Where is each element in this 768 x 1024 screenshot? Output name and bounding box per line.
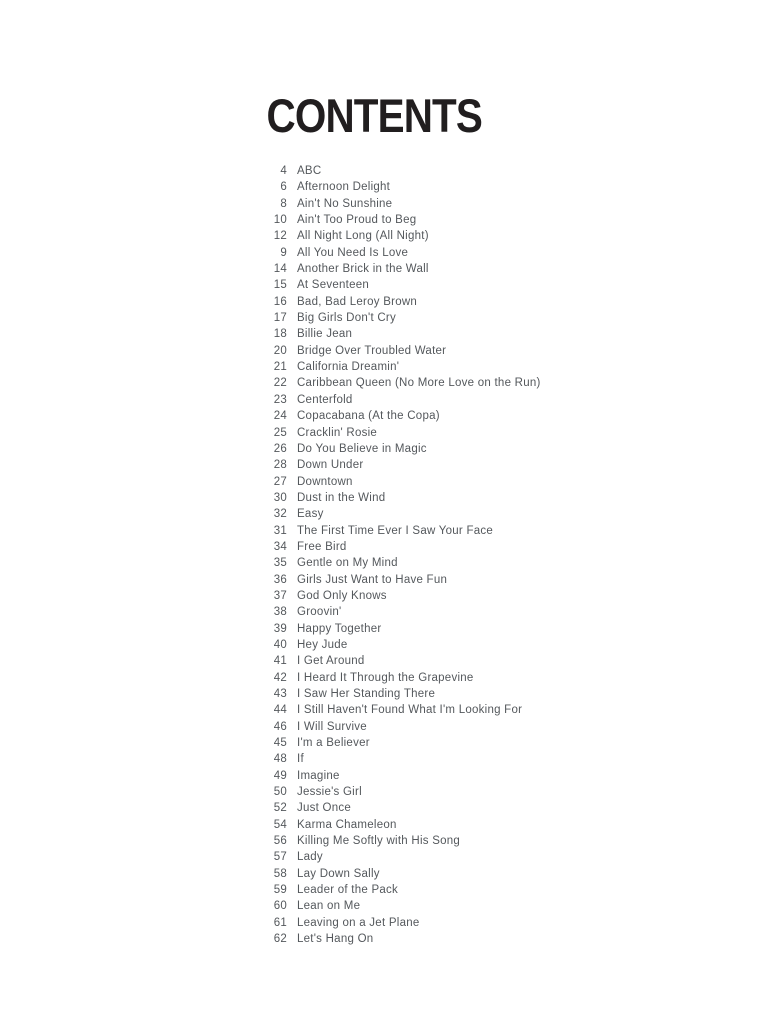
toc-page-number: 21 [273, 361, 287, 374]
toc-song-title: ABC [297, 165, 322, 177]
toc-page-number: 36 [273, 573, 287, 586]
toc-song-title: Gentle on My Mind [297, 557, 398, 570]
toc-page-number: 60 [273, 900, 287, 913]
toc-song-title: Big Girls Don't Cry [297, 312, 396, 325]
toc-song-title: All Night Long (All Night) [297, 230, 429, 243]
toc-page-number: 6 [280, 181, 287, 194]
toc-entry [259, 898, 541, 914]
toc-page-number: 49 [273, 769, 287, 782]
toc-page-number: 57 [273, 851, 287, 864]
toc-song-title: I Heard It Through the Grapevine [297, 671, 474, 684]
toc-entry [259, 457, 541, 473]
toc-song-title: At Seventeen [297, 279, 370, 292]
toc-entry [259, 539, 541, 555]
toc-page-number: 56 [273, 835, 287, 848]
toc-song-title: Hey Jude [297, 638, 348, 651]
toc-entry [259, 212, 541, 228]
toc-song-title: Just Once [297, 802, 352, 815]
toc-song-title: Jessie's Girl [297, 786, 362, 799]
toc-page-number: 58 [273, 867, 287, 880]
toc-song-title: Leader of the Pack [297, 884, 399, 897]
toc-entry [259, 621, 541, 637]
toc-entry [259, 817, 541, 833]
toc-song-title: Lay Down Sally [297, 867, 380, 880]
toc-page-number: 34 [273, 540, 287, 553]
toc-page-number: 15 [273, 279, 287, 292]
toc-song-title: Billie Jean [297, 328, 353, 341]
toc-song-title: Killing Me Softly with His Song [297, 835, 461, 848]
toc-page-number: 54 [273, 818, 287, 831]
toc-entry [259, 261, 541, 277]
toc-page-number: 35 [273, 557, 287, 570]
toc-page-number: 32 [273, 508, 287, 521]
toc-page-number: 4 [280, 165, 287, 177]
toc-song-title: Copacabana (At the Copa) [297, 410, 440, 423]
toc-song-title: If [297, 753, 304, 766]
toc-song-title: I'm a Believer [297, 737, 370, 750]
toc-entry [259, 751, 541, 767]
toc-entry [259, 441, 541, 457]
toc-song-title: All You Need Is Love [297, 246, 409, 259]
toc-page-number: 30 [273, 491, 287, 504]
toc-song-title: Centerfold [297, 393, 353, 406]
toc-page-number: 39 [273, 622, 287, 635]
toc-song-title: Free Bird [297, 540, 347, 553]
toc-entry [259, 931, 541, 947]
toc-song-title: I Still Haven't Found What I'm Looking For [297, 704, 523, 717]
toc-page-number: 22 [273, 377, 287, 390]
toc-page-number: 20 [273, 344, 287, 357]
toc-entry [259, 196, 541, 212]
toc-page-number: 23 [273, 393, 287, 406]
toc-entry [259, 686, 541, 702]
toc-page-number: 9 [280, 246, 287, 259]
toc-song-title: God Only Knows [297, 589, 387, 602]
toc-page-number: 18 [273, 328, 287, 341]
toc-page-number: 38 [273, 606, 287, 619]
toc-page-number: 31 [273, 524, 287, 537]
toc-entry [259, 800, 541, 816]
toc-entry [259, 523, 541, 539]
toc-entry [259, 294, 541, 310]
table-of-contents [259, 163, 541, 948]
toc-entry [259, 670, 541, 686]
toc-song-title: Ain't Too Proud to Beg [297, 214, 417, 227]
toc-song-title: The First Time Ever I Saw Your Face [297, 524, 494, 537]
toc-entry [259, 572, 541, 588]
toc-song-title: Groovin' [297, 606, 342, 619]
toc-entry [259, 375, 541, 391]
toc-page-number: 44 [273, 704, 287, 717]
toc-entry [259, 604, 541, 620]
toc-entry [259, 179, 541, 195]
toc-page-number: 37 [273, 589, 287, 602]
toc-song-title: Down Under [297, 459, 364, 472]
toc-page-number: 45 [273, 737, 287, 750]
toc-page-number: 27 [273, 475, 287, 488]
toc-entry [259, 474, 541, 490]
toc-entry [259, 245, 541, 261]
toc-entry [259, 408, 541, 424]
toc-entry [259, 343, 541, 359]
toc-page-number: 16 [273, 295, 287, 308]
toc-song-title: I Will Survive [297, 720, 367, 733]
toc-entry [259, 915, 541, 931]
toc-entry [259, 849, 541, 865]
toc-song-title: Imagine [297, 769, 340, 782]
toc-entry [259, 310, 541, 326]
toc-page-number: 41 [273, 655, 287, 668]
toc-entry [259, 653, 541, 669]
toc-song-title: Bad, Bad Leroy Brown [297, 295, 418, 308]
toc-song-title: Caribbean Queen (No More Love on the Run) [297, 377, 541, 390]
toc-page-number: 40 [273, 638, 287, 651]
toc-entry [259, 866, 541, 882]
toc-entry [259, 392, 541, 408]
toc-entry [259, 506, 541, 522]
toc-entry [259, 359, 541, 375]
toc-song-title: Bridge Over Troubled Water [297, 344, 447, 357]
toc-page-number: 61 [273, 916, 287, 929]
toc-entry [259, 784, 541, 800]
toc-page-number: 48 [273, 753, 287, 766]
toc-page-number: 10 [273, 214, 287, 227]
toc-song-title: Lady [297, 851, 323, 864]
toc-song-title: I Get Around [297, 655, 365, 668]
toc-entry [259, 277, 541, 293]
toc-page-number: 8 [280, 197, 287, 210]
toc-page-number: 12 [273, 230, 287, 243]
toc-song-title: Lean on Me [297, 900, 361, 913]
toc-page-number: 62 [273, 933, 287, 946]
toc-song-title: Cracklin' Rosie [297, 426, 378, 439]
toc-song-title: Downtown [297, 475, 353, 488]
toc-page-number: 24 [273, 410, 287, 423]
toc-page-number: 59 [273, 884, 287, 897]
toc-entry [259, 719, 541, 735]
toc-page-number: 46 [273, 720, 287, 733]
toc-entry [259, 882, 541, 898]
toc-song-title: Ain't No Sunshine [297, 197, 393, 210]
toc-page-number: 52 [273, 802, 287, 815]
toc-page-number: 14 [273, 263, 287, 276]
page-header [0, 88, 748, 143]
toc-entry [259, 637, 541, 653]
toc-page-number: 17 [273, 312, 287, 325]
toc-entry [259, 555, 541, 571]
page-title: CONTENTS [266, 89, 482, 142]
toc-entry [259, 326, 541, 342]
toc-song-title: Dust in the Wind [297, 491, 386, 504]
toc-entry [259, 163, 541, 179]
toc-song-title: Easy [297, 508, 324, 521]
toc-song-title: Afternoon Delight [297, 181, 391, 194]
toc-entry [259, 425, 541, 441]
toc-entry [259, 735, 541, 751]
toc-entry [259, 768, 541, 784]
toc-entry [259, 490, 541, 506]
toc-song-title: Let's Hang On [297, 933, 374, 946]
toc-entry [259, 702, 541, 718]
toc-page-number: 43 [273, 688, 287, 700]
toc-song-title: I Saw Her Standing There [297, 688, 436, 700]
toc-entry [259, 588, 541, 604]
toc-page-number: 25 [273, 426, 287, 439]
toc-song-title: Happy Together [297, 622, 382, 635]
toc-song-title: Girls Just Want to Have Fun [297, 573, 448, 586]
toc-song-title: Another Brick in the Wall [297, 263, 429, 276]
toc-page-number: 28 [273, 459, 287, 472]
toc-song-title: Do You Believe in Magic [297, 442, 427, 455]
toc-page-number: 50 [273, 786, 287, 799]
toc-song-title: Karma Chameleon [297, 818, 397, 831]
toc-page-number: 26 [273, 442, 287, 455]
toc-entry [259, 833, 541, 849]
toc-page-number: 42 [273, 671, 287, 684]
toc-song-title: Leaving on a Jet Plane [297, 916, 420, 929]
toc-entry [259, 228, 541, 244]
toc-song-title: California Dreamin' [297, 361, 400, 374]
